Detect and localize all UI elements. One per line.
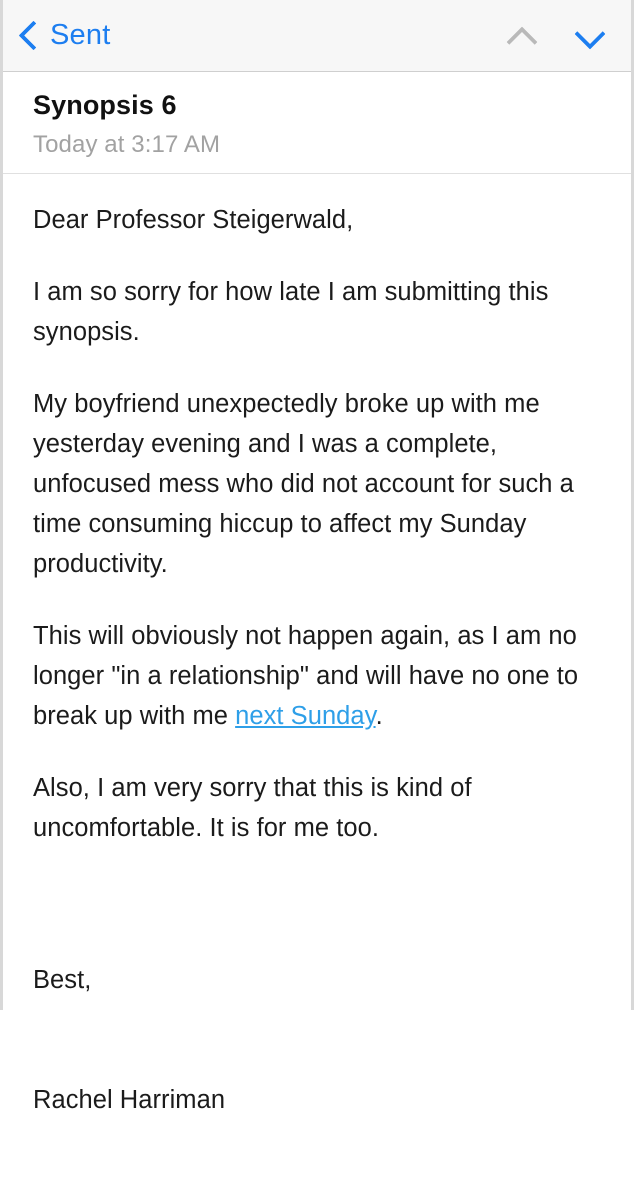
paragraph-text-before-link: This will obviously not happen again, as I am no longer "in a relationship" and will have no one to break up with me xyxy=(33,622,586,730)
chevron-down-icon[interactable] xyxy=(577,23,603,49)
next-sunday-link[interactable]: next Sunday xyxy=(235,702,376,730)
navigation-bar xyxy=(3,0,631,72)
message-paragraph: Also, I am very sorry that this is kind of uncomfortable. It is for me too. xyxy=(33,774,479,842)
message-navigation-arrows xyxy=(509,23,609,49)
message-paragraph: My boyfriend unexpectedly broke up with me yesterday evening and I was a complete, unfocused mess who did not account for such a time consuming hiccup to affect my Sunday productivity. xyxy=(33,390,582,578)
back-button-label: Sent xyxy=(50,19,111,51)
message-signature xyxy=(33,880,601,1200)
message-timestamp: Today at 3:17 AM xyxy=(33,131,221,158)
chevron-left-icon xyxy=(19,21,49,51)
message-paragraph: Dear Professor Steigerwald, xyxy=(33,206,354,234)
paragraph-text-after-link: . xyxy=(375,702,383,730)
message-body xyxy=(3,174,631,1200)
signature-signoff: Best, xyxy=(33,966,92,994)
signature-sender-name: Rachel Harriman xyxy=(33,1086,226,1114)
chevron-up-icon[interactable] xyxy=(509,23,535,49)
message-paragraph: I am so sorry for how late I am submitting this synopsis. xyxy=(33,278,556,346)
message-header xyxy=(3,72,631,174)
message-subject: Synopsis 6 xyxy=(33,90,177,120)
message-paragraph-with-link xyxy=(33,616,601,736)
back-to-sent-button[interactable] xyxy=(17,19,110,52)
